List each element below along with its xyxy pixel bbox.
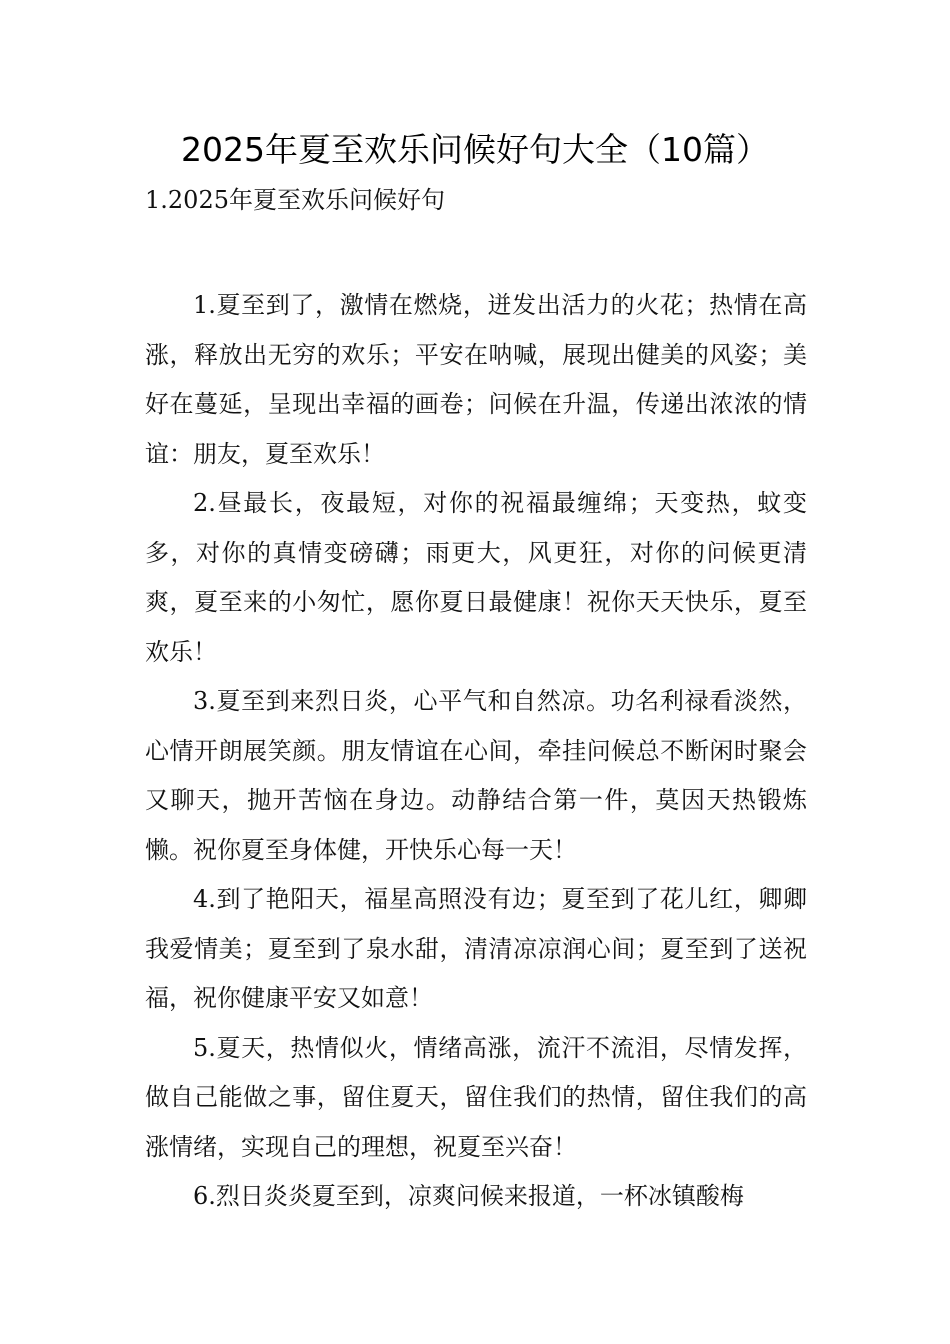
- paragraph-4: 4.到了艳阳天，福星高照没有边；夏至到了花儿红，卿卿我爱情美；夏至到了泉水甜，清清凉凉润心间；夏至到了送祝福，祝你健康平安又如意！: [145, 885, 807, 1012]
- paragraph-2: 2.昼最长，夜最短，对你的祝福最缠绵；天变热，蚊变多，对你的真情变磅礴；雨更大，风更狂，对你的问候更清爽，夏至来的小匆忙，愿你夏日最健康！祝你天天快乐，夏至欢乐！: [145, 489, 807, 666]
- document-title: 2025年夏至欢乐问候好句大全（10篇）: [181, 130, 769, 169]
- paragraph-5: 5.夏天，热情似火，情绪高涨，流汗不流泪，尽情发挥，做自己能做之事，留住夏天，留住我们的热情，留住我们的高涨情绪，实现自己的理想，祝夏至兴奋！: [145, 1033, 807, 1161]
- section-heading: 1.2025年夏至欢乐问候好句: [145, 186, 445, 214]
- body-text: [145, 281, 807, 1222]
- paragraph-1: 1.夏至到了，激情在燃烧，迸发出活力的火花；热情在高涨，释放出无穷的欢乐；平安在呐喊，展现出健美的风姿；美好在蔓延，呈现出幸福的画卷；问候在升温，传递出浓浓的情谊：朋友，夏至欢乐！: [145, 291, 807, 468]
- paragraph-3: 3.夏至到来烈日炎，心平气和自然凉。功名利禄看淡然，心情开朗展笑颜。朋友情谊在心间，牵挂问候总不断闲时聚会又聊天，抛开苦恼在身边。动静结合第一件，莫因天热锻炼懒。祝你夏至身体健，开快乐心每一天！: [145, 687, 807, 864]
- paragraph-6: 6.烈日炎炎夏至到，凉爽问候来报道，一杯冰镇酸梅: [193, 1182, 744, 1210]
